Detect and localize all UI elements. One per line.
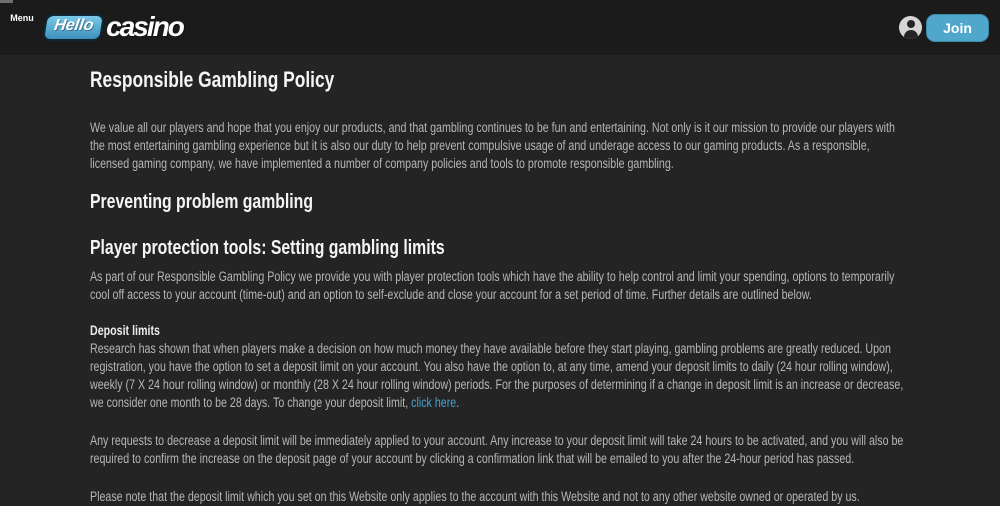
top-left-notch: [0, 0, 13, 3]
decrease-paragraph: Any requests to decrease a deposit limit will be immediately applied to your account. Any increase to your deposit limit will take 24 hours to be activated, and you will also be required to confirm the increase on the deposit page of your account by clicking a confirmation link that will be emailed to you after the 24-hour period has passed.: [90, 433, 904, 466]
click-here-link[interactable]: click here: [411, 395, 457, 410]
policy-content: [90, 67, 912, 506]
join-button[interactable]: Join: [926, 14, 989, 42]
intro-paragraph: We value all our players and hope that you enjoy our products, and that gambling continues to be fun and entertaining. Not only is it our mission to provide our players with the most entertaining gambling experience but it is also our duty to help prevent compulsive usage of and underage access to our gaming products. As a responsible, licensed gaming company, we have implemented a number of company policies and tools to promote responsible gambling.: [90, 120, 895, 171]
section-preventing-title: Preventing problem gambling: [90, 191, 313, 213]
logo-name: casino: [106, 11, 183, 42]
logo-badge: Hello: [42, 14, 105, 41]
site-logo[interactable]: [44, 12, 183, 42]
note-paragraph: Please note that the deposit limit which you set on this Website only applies to the account with this Website and not to any other website owned or operated by us.: [90, 489, 860, 504]
menu-button-label: Menu: [10, 13, 34, 23]
app-header: [0, 0, 1000, 55]
deposit-limits-title: Deposit limits: [90, 323, 160, 338]
deposit-paragraph-text: Research has shown that when players make a decision on how much money they have available before they start playing, gambling problems are greatly reduced. Upon registration, you have the option to set a deposit limit on your account. You also have the option to, at any time, amend your deposit limits to daily (24 hour rolling window), weekly (7 X 24 hour rolling window) or monthly (28 X 24 hour rolling window) periods. For the purposes of determining if a change in deposit limit is an increase or decrease, we consider one month to be 28 days. To change your deposit limit,: [90, 341, 904, 410]
deposit-paragraph-period: .: [456, 395, 460, 410]
account-avatar-icon[interactable]: [899, 16, 922, 39]
menu-button[interactable]: [9, 12, 35, 23]
protection-paragraph: As part of our Responsible Gambling Policy we provide you with player protection tools which have the ability to help control and limit your spending, options to temporarily cool off access to your account (time-out) and an option to self-exclude and close your account for a set period of time. Further details are outlined below.: [90, 269, 895, 302]
section-protection-title: Player protection tools: Setting gambling limits: [90, 237, 445, 259]
page-title: Responsible Gambling Policy: [90, 67, 335, 92]
deposit-paragraph: [90, 340, 912, 412]
